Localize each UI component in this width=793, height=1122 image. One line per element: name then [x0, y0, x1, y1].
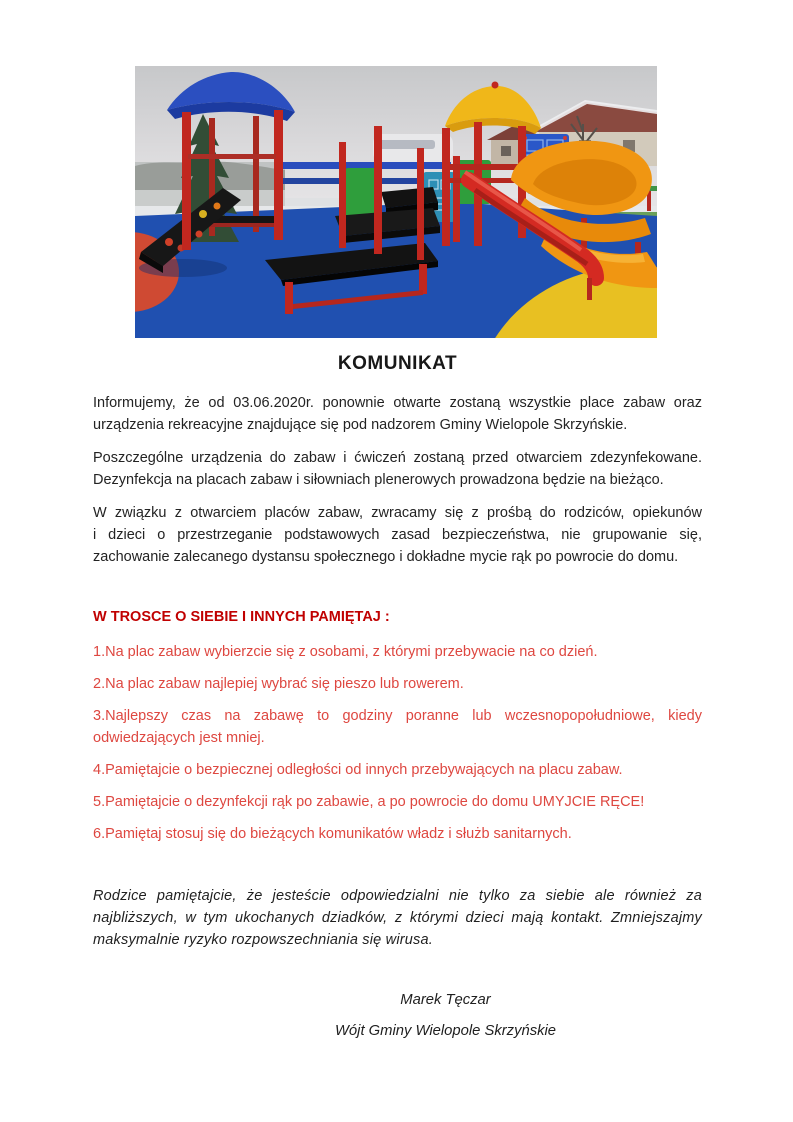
- signature-role: Wójt Gminy Wielopole Skrzyńskie: [334, 1023, 557, 1039]
- page-title: KOMUNIKAT: [337, 353, 458, 374]
- text-line: urządzenia rekreacyjne znajdujące się pod nadzorem Gminy Wielopole Skrzyńskie.: [93, 417, 628, 433]
- text-line: 3.Najlepszy czas na zabawę to godziny poranne lub wczesnopopołudniowe, kiedy: [93, 708, 702, 724]
- text-line: 5.Pamiętajcie o dezynfekcji rąk po zabawie, a po powrocie do domu UMYJCIE RĘCE!: [93, 794, 645, 810]
- text-line: i dzieci o przestrzeganie podstawowych zasad bezpieczeństwa, nie grupowanie się,: [93, 527, 702, 543]
- intro-paragraph-3: [93, 502, 702, 568]
- list-item-4: [93, 759, 702, 781]
- text-line: najbliższych, w tym ukochanych dziadków, z którymi dzieci mają kontakt. Zmniejszajmy: [93, 910, 702, 926]
- text-line: Informujemy, że od 03.06.2020r. ponownie otwarte zostaną wszystkie place zabaw oraz: [93, 395, 702, 411]
- text-line: Rodzice pamiętajcie, że jesteście odpowiedzialni nie tylko za siebie ale również za: [93, 888, 702, 904]
- signature-block: [93, 989, 702, 1042]
- list-item-5: [93, 791, 702, 813]
- intro-paragraph-1: [93, 392, 702, 436]
- list-item-3: [93, 705, 702, 749]
- document-body: [93, 352, 702, 1042]
- list-item-6: [93, 823, 702, 845]
- text-line: W związku z otwarciem placów zabaw, zwracamy się z prośbą do rodziców, opiekunów: [93, 505, 702, 521]
- list-item-2: [93, 673, 702, 695]
- warning-heading: W TROSCE O SIEBIE I INNYCH PAMIĘTAJ :: [93, 609, 390, 625]
- text-line: zachowanie zalecanego dystansu społecznego i dokładne mycie rąk po powrocie do domu.: [93, 549, 679, 565]
- text-line: 2.Na plac zabaw najlepiej wybrać się pieszo lub rowerem.: [93, 676, 464, 692]
- text-line: Poszczególne urządzenia do zabaw i ćwiczeń zostaną przed otwarciem zdezynfekowane.: [93, 450, 702, 466]
- text-line: 4.Pamiętajcie o bezpiecznej odległości od innych przebywających na placu zabaw.: [93, 762, 623, 778]
- playground-photo: [135, 66, 657, 338]
- closing-paragraph: [93, 885, 702, 951]
- background-van: [373, 134, 453, 162]
- playground-illustration: [135, 66, 657, 338]
- text-line: 1.Na plac zabaw wybierzcie się z osobami, z którymi przebywacie na co dzień.: [93, 644, 598, 660]
- intro-paragraph-2: [93, 447, 702, 491]
- text-line: odwiedzających jest mniej.: [93, 730, 265, 746]
- list-item-1: [93, 641, 702, 663]
- text-line: Dezynfekcja na placach zabaw i siłowniach plenerowych prowadzona będzie na bieżąco.: [93, 472, 664, 488]
- signature-name: Marek Tęczar: [400, 992, 491, 1008]
- text-line: 6.Pamiętaj stosuj się do bieżących komunikatów władz i służb sanitarnych.: [93, 826, 572, 842]
- text-line: maksymalnie ryzyko rozpowszechniania się wirusa.: [93, 932, 433, 948]
